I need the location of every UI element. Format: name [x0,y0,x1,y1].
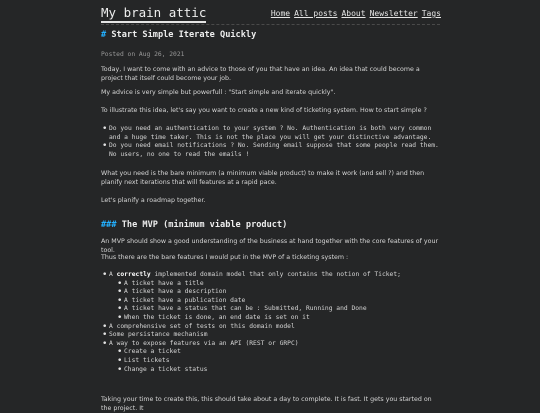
nav-home-link[interactable]: Home [270,9,291,18]
list-item: • Change a ticket status [109,366,441,375]
paragraph-mvp-definition: An MVP should show a good understanding of the business at hand together with the core features of your tool. [101,238,439,254]
post-title [101,31,256,40]
mvp-item-prefix: A [109,271,113,278]
mvp-item-strong: correctly [116,271,151,278]
list-item: • When the ticket is done, an end date is set on it [109,314,441,323]
list-item: • A ticket have a title [109,280,441,289]
heading-hash: ### [101,220,117,230]
list-item [101,271,441,323]
questions-list [101,125,441,159]
paragraph-advice: My advice is very simple but powerfull : "Start simple and iterate quickly". [101,89,336,96]
site-logo[interactable]: My brain attic [101,6,206,23]
title-hash: # [101,30,107,40]
list-item: • A ticket have a description [109,288,441,297]
list-item: • A comprehensive set of tests on this domain model [101,323,441,332]
list-item [101,340,441,374]
nav-newsletter-link[interactable]: Newsletter [369,9,418,18]
list-item: • Some persistance mechanism [101,331,441,340]
list-item: • A ticket have a publication date [109,297,441,306]
section-heading [101,221,287,230]
nav-tags-link[interactable]: Tags [421,9,441,18]
header-divider [101,24,440,25]
main-nav [271,9,441,18]
mvp-sublist [109,280,441,323]
post-date: Posted on Aug 26, 2021 [101,51,185,58]
paragraph-intro: Today, I want to come with an advice to those of you that have an idea. An idea that could become a project that itself could become your job. [101,66,420,82]
mvp-item-suffix: implemented domain model that only contains the notion of Ticket; [154,271,401,278]
paragraph-illustration: To illustrate this idea, let's say you want to create a new kind of ticketing system. How to start simple ? [101,107,427,114]
paragraph-mvp-features: Thus there are the bare features I would put in the MVP of a ticketing system : [101,254,349,261]
api-item-text: A way to expose features via an API (REST or GRPC) [109,339,299,347]
paragraph-minimum: What you need is the bare minimum (a minimum viable product) to make it work (and sell ?) and then planify next iterations that will features at a rapid pace. [101,170,425,186]
nav-about-link[interactable]: About [341,9,366,18]
list-item: • List tickets [109,357,441,366]
paragraph-roadmap: Let's planify a roadmap together. [101,197,206,204]
list-item: • Create a ticket [109,348,441,357]
nav-all-posts-link[interactable]: All posts [294,9,338,18]
list-item: • A ticket have a status that can be : Submitted, Running and Done [109,305,441,314]
api-sublist [109,348,441,374]
site-header [101,6,441,26]
list-item: • Do you need an authentication to your system ? No. Authentication is both very common and a huge time taker. This is not the place you will get your distinctive advantage. [101,125,441,142]
post-title-text: Start Simple Iterate Quickly [111,30,257,40]
paragraph-conclusion: Taking your time to create this, this should take about a day to complete. It is fast. It gets you started on the project. It [101,396,432,412]
mvp-list [101,271,441,374]
section-heading-text: The MVP (minimum viable product) [121,220,288,230]
list-item: • Do you need email notifications ? No. Sending email suppose that some people read them. No users, no one to read the emails ! [101,142,441,159]
